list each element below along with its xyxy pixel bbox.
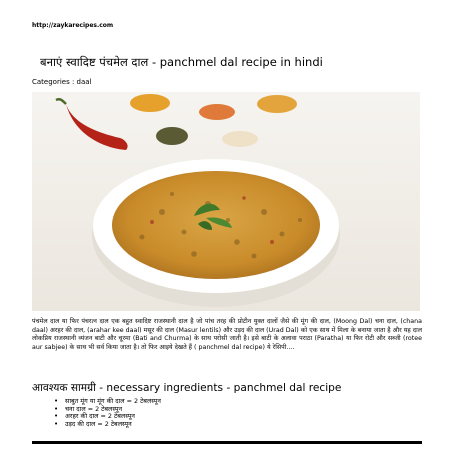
categories-label: Categories : daal: [32, 78, 92, 86]
ingredients-list: [54, 398, 161, 428]
ingredient-item: • चना दाल = 2 टेबलस्पून: [54, 406, 161, 414]
description-paragraph: पंचमेल दाल या फिर पंचरत्न दाल एक बहुत स्वादिष्ट राजस्थानी दाल है जो पांच तरह की प्रोटीन युक्त दालों जैसे की मूंग की दाल, (Moong Dal) चना दाल, (chana daal) अरहर की दाल, (arahar kee daal) मसूर की दाल (Masur lentils) और उड़द की दाल (Urad Dal) को एक साथ में मिला के बनाया जाता है और यह दाल लोकप्रिय राजस्थानी व्यंजन बाटी और चूरमा (Bati and Churma) के साथ परोसी जाती है। इसे बाटी के अलावा पराठा (Paratha) या फिर रोटी और सब्जी (rotee aur sabjee) के साथ भी सर्व किया जाता है। तो फिर आइये देखते हैं ( panchmel dal recipe) ये रेसिपी....: [32, 318, 422, 351]
site-url: http://zaykarecipes.com: [32, 22, 114, 29]
ingredient-item: • उड़द की दाल = 2 टेबलस्पून: [54, 421, 161, 429]
footer-divider: [32, 441, 422, 444]
page-title: बनाएं स्वादिष्ट पंचमेल दाल - panchmel dal recipe in hindi: [40, 55, 323, 69]
dal-bowl-illustration: [32, 92, 420, 311]
recipe-photo: [32, 92, 420, 311]
ingredient-item: • साबुत मूंग या मूंग की दाल = 2 टेबलस्पून: [54, 398, 161, 406]
ingredients-heading: आवश्यक सामग्री - necessary ingredients - panchmel dal recipe: [32, 382, 342, 394]
ingredient-item: • अरहर की दाल = 2 टेबलस्पून: [54, 413, 161, 421]
